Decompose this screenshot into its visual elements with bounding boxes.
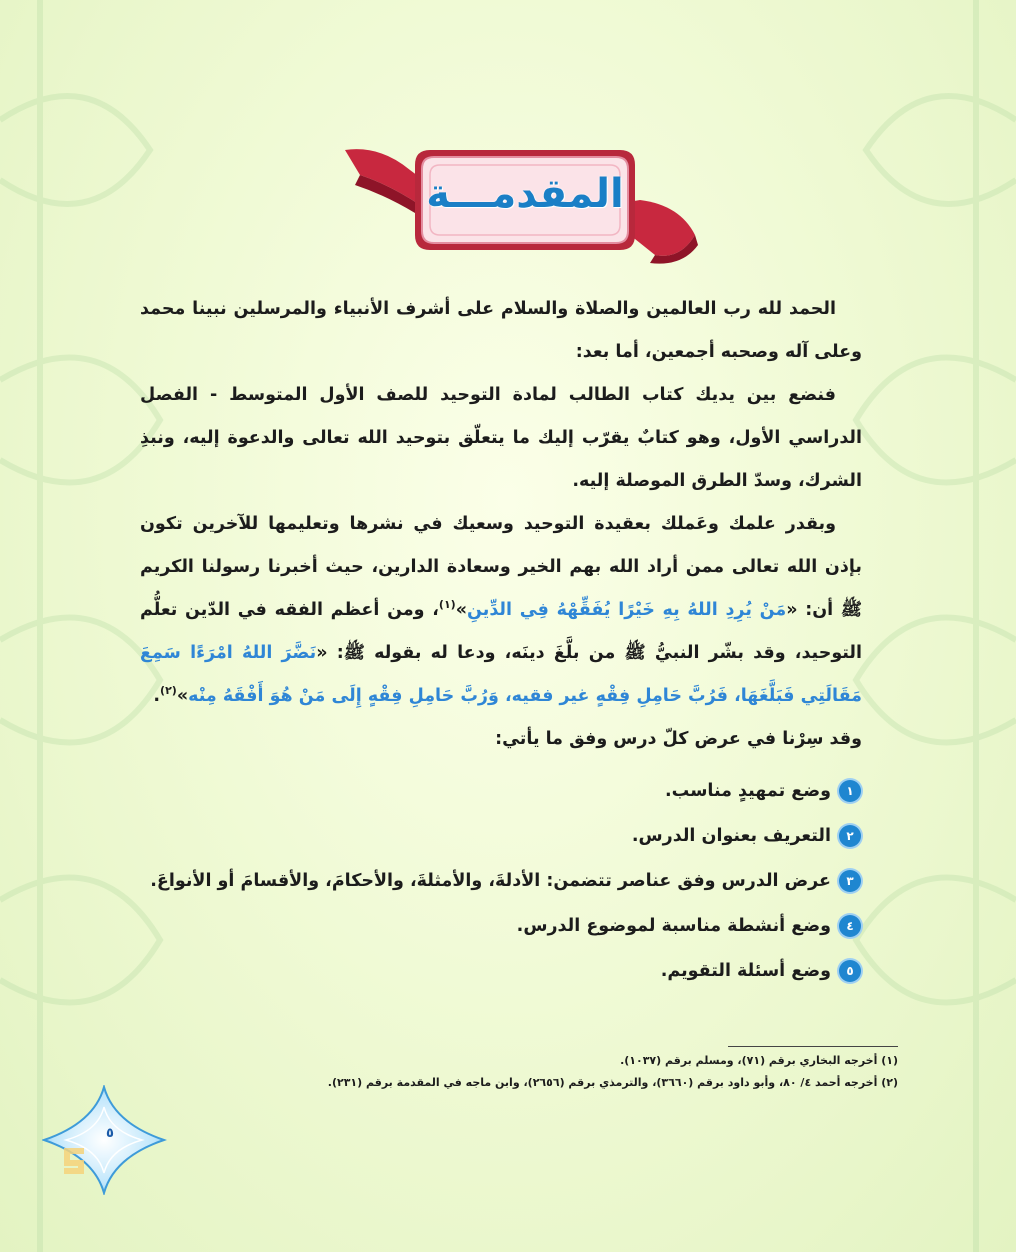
intro-paragraph-3 <box>140 503 862 718</box>
list-number-badge: ٣ <box>839 870 861 892</box>
list-item-text: عرض الدرس وفق عناصر تتضمن: الأدلةَ، والأمثلةَ، والأحكامَ، والأقسامَ أو الأنواعَ. <box>150 870 831 891</box>
intro-paragraph-4: وقد سِرْنا في عرض كلّ درس وفق ما يأتي: <box>495 729 862 749</box>
list-item-text: وضع أنشطة مناسبة لموضوع الدرس. <box>516 915 831 936</box>
intro-paragraph-1: الحمد لله رب العالمين والصلاة والسلام على أشرف الأنبياء والمرسلين نبينا محمد وعلى آله وصحبه أجمعين، أما بعد: <box>140 299 862 362</box>
hadith-quote-2: نَضَّرَ اللهُ امْرَءًا سَمِعَ مَقَالَتِي فَبَلَّغَهَا، فَرُبَّ حَامِلِ فِقْهٍ غير فقيه، وَرُبَّ حَامِلِ فِقْهٍ إِلَى مَنْ هُوَ أَفْقَهُ مِنْه <box>140 643 862 706</box>
footnote-divider <box>728 1046 898 1047</box>
list-number-badge: ٥ <box>839 960 861 982</box>
hadith-quote-1: مَنْ يُرِدِ اللهُ بِهِ خَيْرًا يُفَقِّهْهُ فِي الدِّينِ <box>467 600 787 620</box>
paragraph-3-text-b: » <box>455 600 467 620</box>
paragraph-3-text-c: ، ومن أعظم الفقه في الدّين تعلُّم التوحيد، وقد بشّر النبيُّ ﷺ من بلَّغَ دينَه، ودعا له بقوله ﷺ: « <box>140 600 862 663</box>
lesson-structure-list <box>141 768 861 993</box>
list-item <box>141 768 861 813</box>
list-item-text: وضع تمهيدٍ مناسب. <box>665 780 831 801</box>
footnotes <box>138 1050 898 1094</box>
paragraph-3-text-d: » <box>176 686 189 706</box>
list-number-badge: ١ <box>839 780 861 802</box>
list-item <box>141 903 861 948</box>
page-title: المقدمـــة <box>426 171 624 217</box>
list-number-badge: ٤ <box>839 915 861 937</box>
footnote-marker-2: (٢) <box>160 684 177 698</box>
list-item-text: وضع أسئلة التقويم. <box>660 960 831 981</box>
list-item-text: التعريف بعنوان الدرس. <box>631 825 831 846</box>
title-banner <box>340 135 700 275</box>
paragraph-3-text-a: وبقدر علمك وعَملك بعقيدة التوحيد وسعيك في نشرها وتعليمها للآخرين تكون بإذن الله تعالى ممن أراد الله بهم الخير وسعادة الدارين، حيث أخبرنا رسولنا الكريم ﷺ أن: « <box>140 514 862 620</box>
list-item <box>141 813 861 858</box>
list-number-badge: ٢ <box>839 825 861 847</box>
footnote-2: (٢) أخرجه أحمد ٤/ ٨٠، وأبو داود برقم (٣٦٦٠)، والترمذي برقم (٢٦٥٦)، وابن ماجه في المقدمة برقم (٢٣١). <box>327 1076 898 1089</box>
publisher-logo-icon <box>60 1140 90 1180</box>
paragraph-3-text-e: . <box>153 686 161 706</box>
intro-text <box>140 288 862 761</box>
footnote-1: (١) أخرجه البخاري برقم (٧١)، ومسلم برقم (١٠٣٧). <box>620 1054 898 1067</box>
intro-paragraph-2: فنضع بين يديك كتاب الطالب لمادة التوحيد للصف الأول المتوسط - الفصل الدراسي الأول، وهو كتابٌ يقرّب إليك ما يتعلّق بتوحيد الله تعالى والدعوة إليه، ونبذِ الشرك، وسدّ الطرق الموصلة إليه. <box>140 385 862 491</box>
page-number: ٥ <box>106 1126 114 1141</box>
list-item <box>141 858 861 903</box>
footnote-marker-1: (١) <box>438 598 456 612</box>
list-item <box>141 948 861 993</box>
